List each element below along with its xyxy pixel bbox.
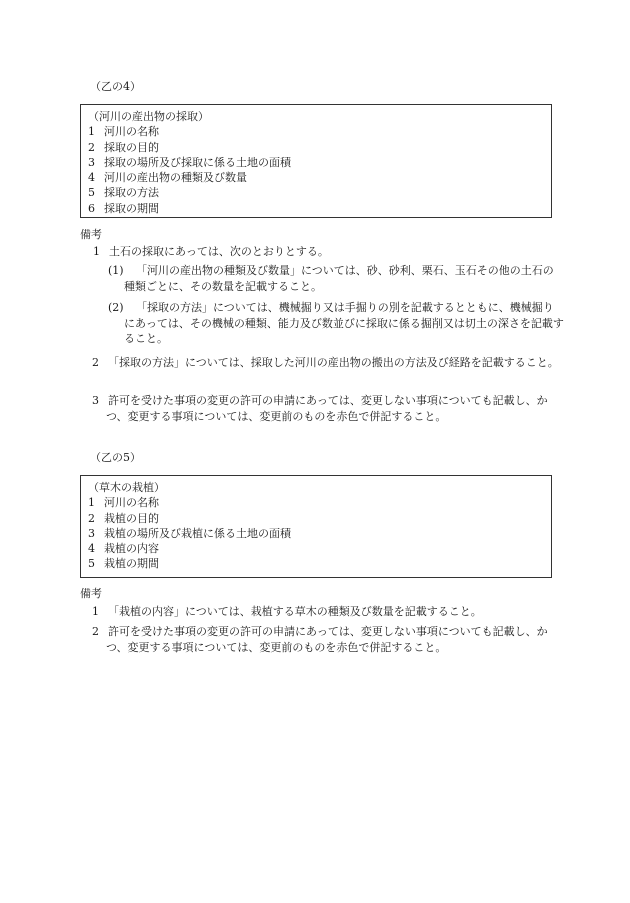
note-item: 3 許可を受けた事項の変更の許可の申請にあっては、変更しない事項についても記載し、かつ、変更する事項については、変更前のものを赤色で併記すること。 <box>92 394 548 423</box>
note-item: 2 許可を受けた事項の変更の許可の申請にあっては、変更しない事項についても記載し、かつ、変更する事項については、変更前のものを赤色で併記すること。 <box>92 625 548 654</box>
items-box-otsu5 <box>80 475 552 578</box>
list-item: 3 栽植の場所及び栽植に係る土地の面積 <box>88 526 291 540</box>
list-item: 3 採取の場所及び採取に係る土地の面積 <box>88 155 291 169</box>
list-item: 6 採取の期間 <box>88 201 159 215</box>
note-item: 1 土石の採取にあっては、次のとおりとする。 <box>93 245 329 258</box>
list-item: 5 栽植の期間 <box>88 557 159 571</box>
note-item: 2 「採取の方法」については、採取した河川の産出物の搬出の方法及び経路を記載すること。 <box>92 356 559 369</box>
list-item: 1 河川の名称 <box>88 125 159 139</box>
section-label-otsu4: （乙の4） <box>90 80 141 93</box>
box-heading: （河川の産出物の採取） <box>88 110 209 123</box>
box-heading: （草木の栽植） <box>88 481 165 494</box>
items-box-otsu4 <box>80 104 552 218</box>
list-item: 1 河川の名称 <box>88 496 159 510</box>
list-item: 2 栽植の目的 <box>88 511 159 525</box>
remarks-heading-otsu4: 備考 <box>80 228 102 241</box>
list-item: 4 河川の産出物の種類及び数量 <box>88 171 247 185</box>
list-item: 4 栽植の内容 <box>88 542 159 556</box>
section-label-otsu5: （乙の5） <box>90 451 141 464</box>
note-subitem: (1) 「河川の産出物の種類及び数量」については、砂、砂利、栗石、玉石その他の土石の種類ごとに、その数量を記載すること。 <box>108 264 554 293</box>
note-item: 1 「栽植の内容」については、栽植する草木の種類及び数量を記載すること。 <box>92 605 482 618</box>
remarks-heading-otsu5: 備考 <box>80 587 102 600</box>
note-subitem: (2) 「採取の方法」については、機械掘り又は手掘りの別を記載するとともに、機械掘りにあっては、その機械の種類、能力及び数並びに採取に係る掘削又は切土の深さを記載すること。 <box>108 301 564 345</box>
list-item: 5 採取の方法 <box>88 186 159 200</box>
list-item: 2 採取の目的 <box>88 140 159 154</box>
